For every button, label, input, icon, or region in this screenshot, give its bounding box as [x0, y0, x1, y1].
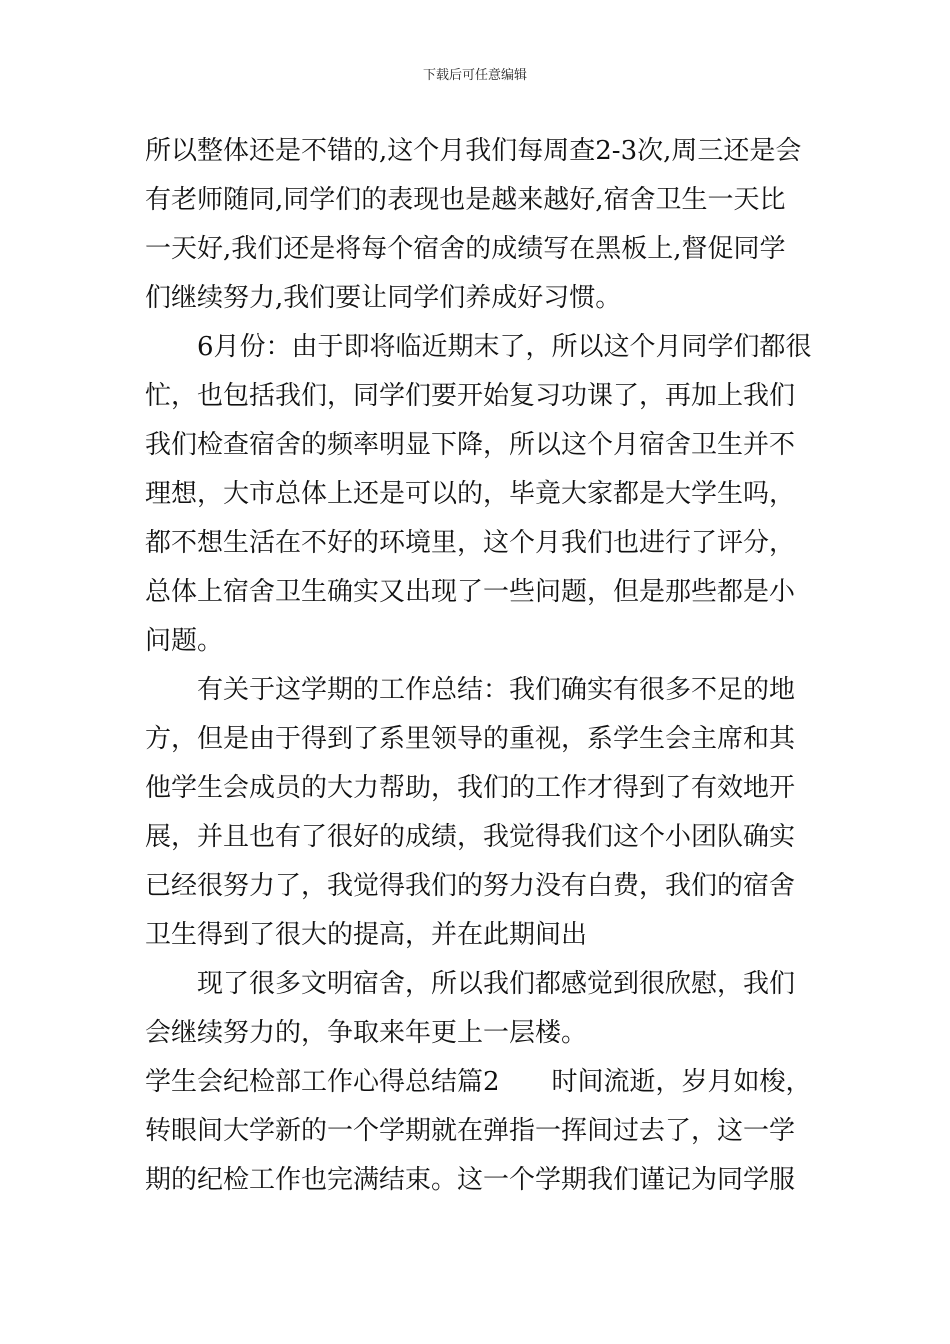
text-line: 他学生会成员的大力帮助，我们的工作才得到了有效地开: [145, 773, 796, 803]
text-line: 们继续努力,我们要让同学们养成好习惯。: [145, 283, 622, 313]
page-header: 下载后可任意编辑: [422, 68, 527, 83]
text-line: 有老师随同,同学们的表现也是越来越好,宿舍卫生一天比: [145, 185, 786, 215]
text-line: 都不想生活在不好的环境里，这个月我们也进行了评分，: [145, 528, 796, 558]
text-line: 6月份：由于即将临近期末了，所以这个月同学们都很: [145, 332, 812, 362]
document-body: [145, 127, 810, 1205]
section-heading-line: 学生会纪检部工作心得总结篇2 时间流逝，岁月如梭，: [145, 1067, 812, 1097]
text-line: 问题。: [145, 626, 224, 656]
text-line: 期的纪检工作也完满结束。这一个学期我们谨记为同学服: [145, 1165, 796, 1195]
text-line: 会继续努力的，争取来年更上一层楼。: [145, 1018, 588, 1048]
text-line: 方，但是由于得到了系里领导的重视，系学生会主席和其: [145, 724, 796, 754]
text-line: 总体上宿舍卫生确实又出现了一些问题，但是那些都是小: [145, 577, 796, 607]
text-line: 有关于这学期的工作总结：我们确实有很多不足的地: [145, 675, 796, 705]
text-line: 已经很努力了，我觉得我们的努力没有白费，我们的宿舍: [145, 871, 796, 901]
text-line: 理想，大市总体上还是可以的，毕竟大家都是大学生吗，: [145, 479, 796, 509]
text-line: 我们检查宿舍的频率明显下降，所以这个月宿舍卫生并不: [145, 430, 796, 460]
text-line: 转眼间大学新的一个学期就在弹指一挥间过去了，这一学: [145, 1116, 796, 1146]
text-line: 一天好,我们还是将每个宿舍的成绩写在黑板上,督促同学: [145, 234, 786, 264]
text-line: 展，并且也有了很好的成绩，我觉得我们这个小团队确实: [145, 822, 796, 852]
text-line: 卫生得到了很大的提高，并在此期间出: [145, 920, 588, 950]
text-line: 忙，也包括我们，同学们要开始复习功课了，再加上我们: [145, 381, 796, 411]
text-line: 现了很多文明宿舍，所以我们都感觉到很欣慰，我们: [145, 969, 796, 999]
text-line: 所以整体还是不错的,这个月我们每周查2-3次,周三还是会: [145, 136, 802, 166]
